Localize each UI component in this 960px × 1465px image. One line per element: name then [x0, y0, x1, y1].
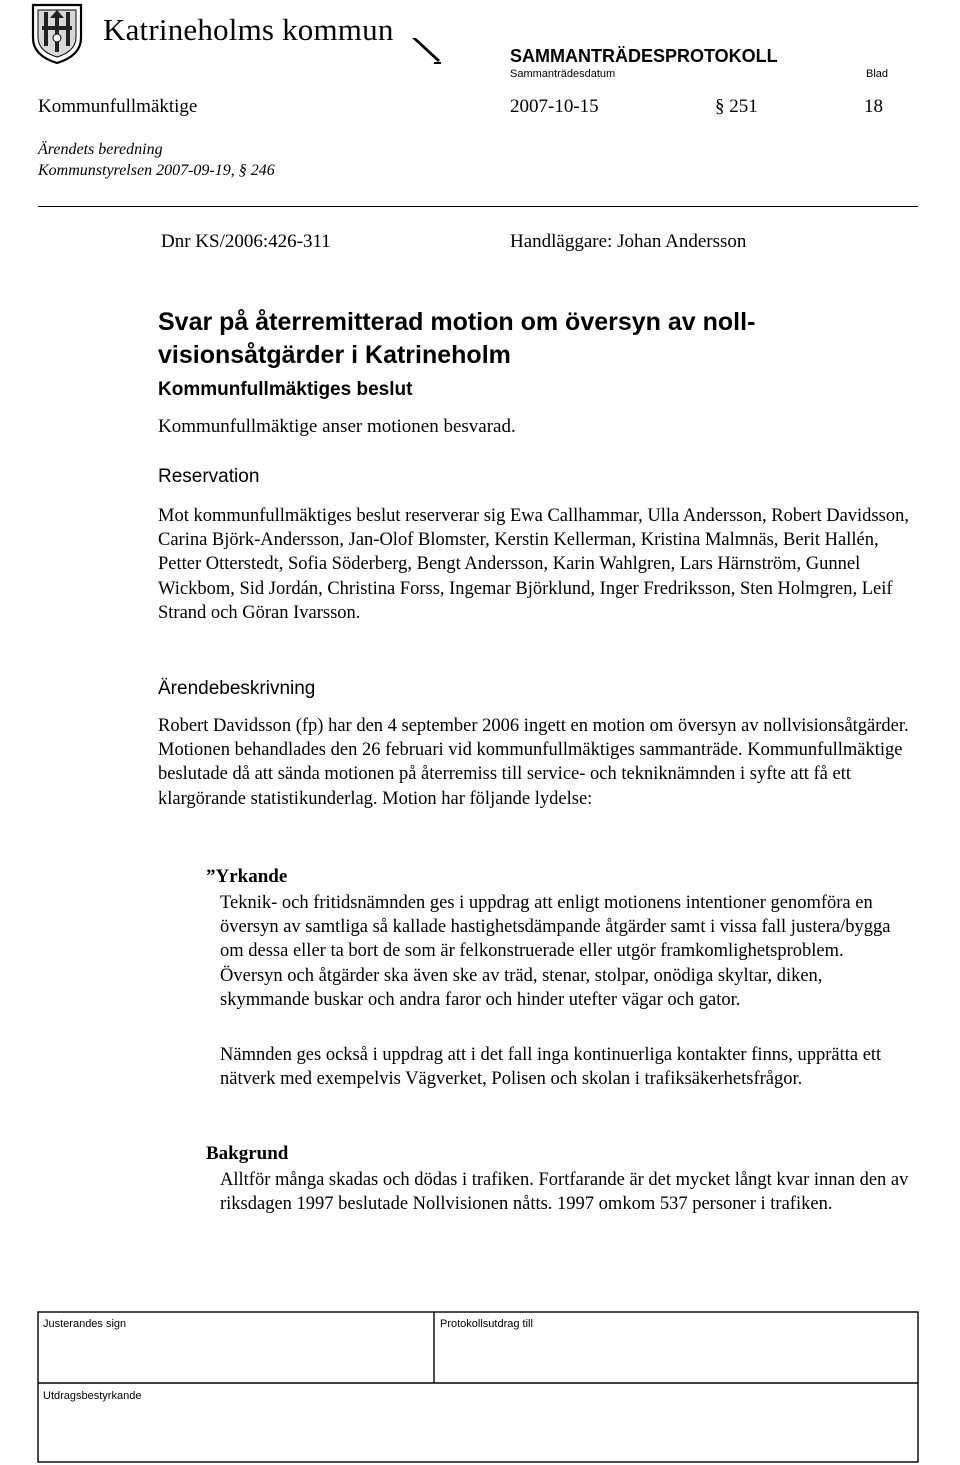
decision-heading: Kommunfullmäktiges beslut	[158, 379, 413, 400]
background-text: Alltför många skadas och dödas i trafiken. Fortfarande är det mycket långt kvar innan den av riksdagen 1997 beslutade Nollvisionen nåtts. 1997 omkom 537 personer i trafiken.	[220, 1170, 909, 1215]
municipality-name: Katrineholms kommun	[103, 12, 394, 47]
quote-heading: ”Yrkande	[206, 866, 288, 887]
date-label: Sammanträdesdatum	[510, 68, 616, 80]
section-number-value: 251	[729, 96, 758, 117]
case-number: Dnr KS/2006:426-311	[161, 231, 331, 252]
description-heading: Ärendebeskrivning	[158, 678, 316, 699]
quote-paragraph-1: Teknik- och fritidsnämnden ges i uppdrag att enligt motionens intentioner genomföra en översyn av samtliga så kallade hastighetsdämpande åtgärder samt i vissa fall justera/bygga om dessa eller ta bort de som är felkonstruerade eller utgör framkomlighetsproblem. Översyn och åtgärder ska även ske av träd, stenar, stolpar, onödiga skyltar, diken, skymmande buskar och andra faror och hinder utefter vägar och gator.	[220, 893, 891, 1010]
certification-label: Utdragsbestyrkande	[43, 1390, 142, 1402]
page-label: Blad	[866, 68, 889, 80]
body-name: Kommunfullmäktige	[38, 96, 198, 117]
reservation-heading: Reservation	[158, 466, 260, 487]
page-number: 18	[864, 96, 883, 117]
preparation-text: Kommunstyrelsen 2007-09-19, § 246	[38, 162, 275, 179]
extract-recipients-label: Protokollsutdrag till	[440, 1318, 533, 1330]
reservation-text: Mot kommunfullmäktiges beslut reserverar sig Ewa Callhammar, Ulla Andersson, Robert Davidsson, Carina Björk-Andersson, Jan-Olof Blomster, Kerstin Kellerman, Kristina Malmnäs, Berit Hallén, Petter Otterstedt, Sofia Söderberg, Bengt Andersson, Karin Wahlgren, Lars Härnström, Gunnel Wickbom, Sid Jordán, Christina Forss, Ingemar Björklund, Inger Fredriksson, Sten Holmgren, Leif Strand och Göran Ivarsson.	[158, 506, 909, 623]
meeting-date: 2007-10-15	[510, 96, 599, 117]
case-title: Svar på återremitterad motion om översyn av nollvisionsåtgärder i Katrineholm	[158, 308, 756, 369]
description-text: Robert Davidsson (fp) har den 4 september 2006 ingett en motion om översyn av nollvisionsåtgärder. Motionen behandlades den 26 februari vid kommunfullmäktiges sammanträde. Kommunfullmäktige beslutade då att sända motionen på återremiss till service- och tekniknämnden i syfte att få ett klargörande statistikunderlag. Motion har följande lydelse:	[158, 716, 909, 809]
quote-paragraph-2: Nämnden ges också i uppdrag att i det fall inga kontinuerliga kontakter finns, upprätta ett nätverk med exempelvis Vägverket, Polisen och skolan i trafiksäkerhetsfrågor.	[220, 1045, 882, 1090]
section-sign: §	[715, 96, 725, 117]
background-heading: Bakgrund	[206, 1143, 289, 1164]
document-type: SAMMANTRÄDESPROTOKOLL	[510, 46, 778, 66]
justering-label: Justerandes sign	[43, 1318, 127, 1330]
decision-text: Kommunfullmäktige anser motionen besvarad.	[158, 416, 516, 437]
case-handler: Handläggare: Johan Andersson	[510, 231, 747, 252]
preparation-label: Ärendets beredning	[38, 141, 163, 158]
